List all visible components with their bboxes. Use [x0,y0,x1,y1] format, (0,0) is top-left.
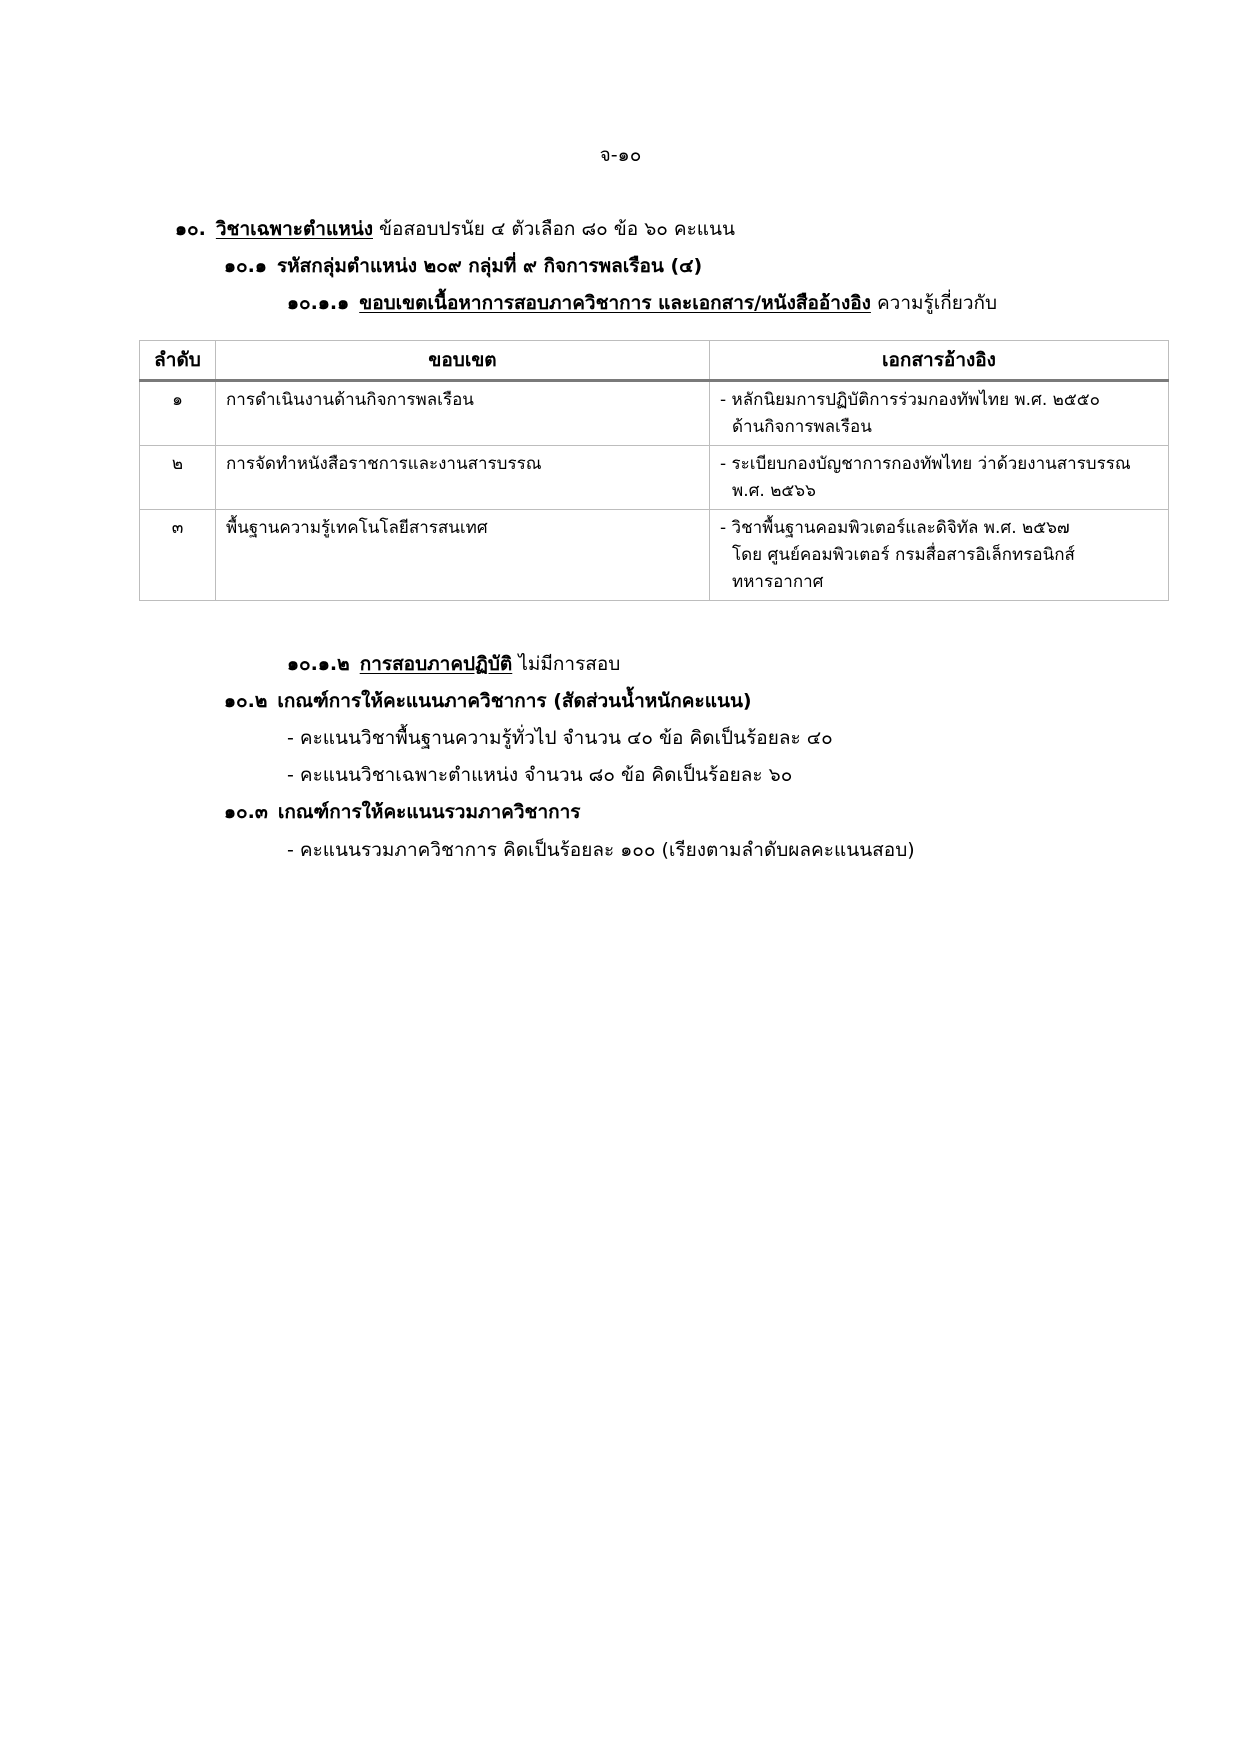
subsection-number: ๑๐.๑.๑ [287,292,350,314]
section-10-heading [175,216,735,242]
reference-text: ด้านกิจการพลเรือน [732,417,872,437]
list-item: - คะแนนรวมภาควิชาการ คิดเป็นร้อยละ ๑๐๐ (เรียงตามลำดับผลคะแนนสอบ) [287,839,915,861]
subsection-number: ๑๐.๑.๒ [287,653,350,675]
subsection-suffix: ไม่มีการสอบ [518,653,621,675]
subsection-10-1-1-heading [287,290,997,316]
reference-text: - ระเบียบกองบัญชาการกองทัพไทย ว่าด้วยงานสารบรรณ [720,454,1131,474]
reference-text: - วิชาพื้นฐานคอมพิวเตอร์และดิจิทัล พ.ศ. ๒๕๖๗ [720,518,1070,538]
subsection-title: ขอบเขตเนื้อหาการสอบภาควิชาการ และเอกสาร/หนังสืออ้างอิง [359,292,871,314]
list-item: - คะแนนวิชาพื้นฐานความรู้ทั่วไป จำนวน ๔๐ ข้อ คิดเป็นร้อยละ ๔๐ [287,727,833,749]
reference-text: โดย ศูนย์คอมพิวเตอร์ กรมสื่อสารอิเล็กทรอนิกส์ [732,545,1075,565]
section-title: วิชาเฉพาะตำแหน่ง [215,218,373,240]
reference-text: พ.ศ. ๒๕๖๖ [732,481,816,501]
row-reference [710,381,1169,446]
header-scope: ขอบเขต [216,341,710,381]
section-number: ๑๐. [175,218,206,240]
subsection-title: เกณฑ์การให้คะแนนภาควิชาการ (สัดส่วนน้ำหนักคะแนน) [277,690,752,712]
subsection-10-2-heading [224,688,752,714]
subsection-title: การสอบภาคปฏิบัติ [359,653,513,675]
row-number: ๓ [140,510,216,601]
header-order: ลำดับ [140,341,216,381]
subsection-number: ๑๐.๑ [224,255,267,277]
row-reference [710,510,1169,601]
subsection-title: รหัสกลุ่มตำแหน่ง ๒๐๙ กลุ่มที่ ๙ กิจการพลเรือน (๔) [276,255,703,277]
reference-table [139,340,1169,601]
reference-text: - หลักนิยมการปฏิบัติการร่วมกองทัพไทย พ.ศ. ๒๕๕๐ [720,390,1100,410]
reference-text: ทหารอากาศ [732,572,824,592]
header-references: เอกสารอ้างอิง [710,341,1169,381]
table-row [140,381,1169,446]
subsection-title: เกณฑ์การให้คะแนนรวมภาควิชาการ [277,801,581,823]
table-row [140,446,1169,510]
row-number: ๒ [140,446,216,510]
subsection-number: ๑๐.๒ [224,690,268,712]
subsection-10-3-heading [224,799,581,825]
subsection-10-1-2-heading [287,651,620,677]
row-number: ๑ [140,381,216,446]
table-row [140,510,1169,601]
section-description: ข้อสอบปรนัย ๔ ตัวเลือก ๘๐ ข้อ ๖๐ คะแนน [379,218,736,240]
list-item: - คะแนนวิชาเฉพาะตำแหน่ง จำนวน ๘๐ ข้อ คิดเป็นร้อยละ ๖๐ [287,764,793,786]
subsection-suffix: ความรู้เกี่ยวกับ [876,292,998,314]
row-scope: การดำเนินงานด้านกิจการพลเรือน [216,381,710,446]
table-header-row [140,341,1169,381]
subsection-number: ๑๐.๓ [224,801,268,823]
subsection-10-1-heading [224,253,702,279]
row-reference [710,446,1169,510]
row-scope: การจัดทำหนังสือราชการและงานสารบรรณ [216,446,710,510]
row-scope: พื้นฐานความรู้เทคโนโลยีสารสนเทศ [216,510,710,601]
page-label: จ-๑๐ [599,144,642,166]
